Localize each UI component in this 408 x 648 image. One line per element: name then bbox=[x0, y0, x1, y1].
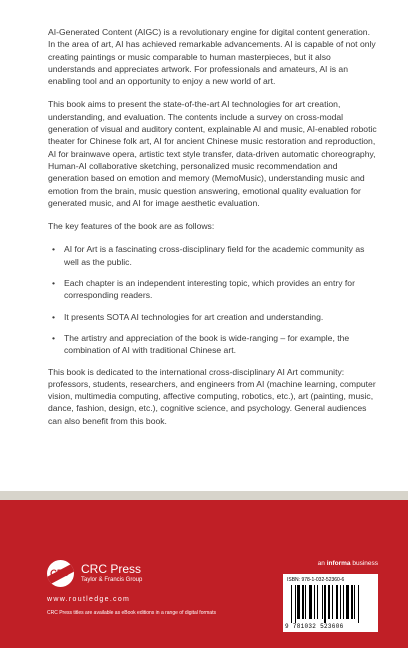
bullet-icon: • bbox=[52, 332, 56, 343]
intro-paragraph: AI-Generated Content (AIGC) is a revolutionary engine for digital content generation. In the area of art, AI has achieved remarkable advancements. AI is capable of not only creating paintings or music comparable to human masterpieces, but it also understands and appreciates artwork. For professionals and amateurs, AI is an enabling tool and an opportunity to enjoy a new world of art. bbox=[48, 27, 376, 87]
publisher-footer bbox=[0, 500, 408, 648]
publisher-subtitle: Taylor & Francis Group bbox=[81, 577, 143, 583]
list-item bbox=[48, 277, 378, 302]
crc-logo-icon bbox=[47, 560, 74, 587]
bullet-icon: • bbox=[52, 278, 56, 289]
feature-list bbox=[48, 243, 378, 356]
bullet-icon: • bbox=[52, 311, 56, 322]
feature-text: It presents SOTA AI technologies for art creation and understanding. bbox=[64, 311, 324, 322]
beige-divider-band bbox=[0, 491, 408, 500]
back-cover-text bbox=[48, 26, 378, 438]
feature-text: Each chapter is an independent interesting topic, which provides an entry for corresponding readers. bbox=[64, 278, 355, 301]
bullet-icon: • bbox=[52, 244, 56, 255]
contents-paragraph: This book aims to present the state-of-the-art AI technologies for art creation, understanding, and evaluation. The contents include a survey on cross-modal generation of visual and auditory content, explainable AI and music, AI-enabled robotic theater for Chinese folk art, AI for ancient Chinese music restoration and reproduction, AI for brainwave opera, artistic text style transfer, data-driven automatic choreography, Human-AI collaborative sketching, personalized music recommendation and generation based on emotion and memory (MemoMusic), understanding music and emotion from the brain, music question answering, emotional quality evaluation for generated music, and AI for image aesthetic evaluation. bbox=[48, 99, 377, 208]
crc-press-logo bbox=[47, 560, 167, 588]
informa-business-label: an informa business bbox=[317, 560, 378, 567]
barcode-icon bbox=[291, 585, 375, 623]
list-item bbox=[48, 332, 378, 357]
isbn-text: ISBN: 978-1-032-52360-6 bbox=[287, 577, 345, 583]
features-intro: The key features of the book are as follows: bbox=[48, 221, 215, 232]
publisher-website-link[interactable]: www.routledge.com bbox=[47, 596, 131, 603]
feature-text: The artistry and appreciation of the book is wide-ranging – for example, the combination of AI with traditional Chinese art. bbox=[64, 332, 350, 356]
informa-brand: informa bbox=[326, 560, 351, 567]
barcode-digits: 9 781032 523606 bbox=[285, 623, 344, 630]
isbn-barcode bbox=[283, 574, 378, 632]
list-item bbox=[48, 311, 378, 323]
closing-paragraph: This book is dedicated to the international cross-disciplinary AI Art community: professors, students, researchers, and engineers from AI (machine learning, computer vision, multimedia computing, affective computing, robotics, etc.), art (painting, music, dance, fashion, design, etc.), cognitive science, and psychology. General audiences can also benefit from this book. bbox=[48, 366, 376, 426]
list-item bbox=[48, 243, 378, 268]
crc-logo-letters: CRC bbox=[50, 568, 69, 578]
ebook-note: CRC Press titles are available as eBook editions in a range of digital formats bbox=[47, 610, 216, 616]
feature-text: AI for Art is a fascinating cross-disciplinary field for the academic community as well as the public. bbox=[64, 244, 365, 267]
publisher-name: CRC Press bbox=[81, 562, 142, 576]
